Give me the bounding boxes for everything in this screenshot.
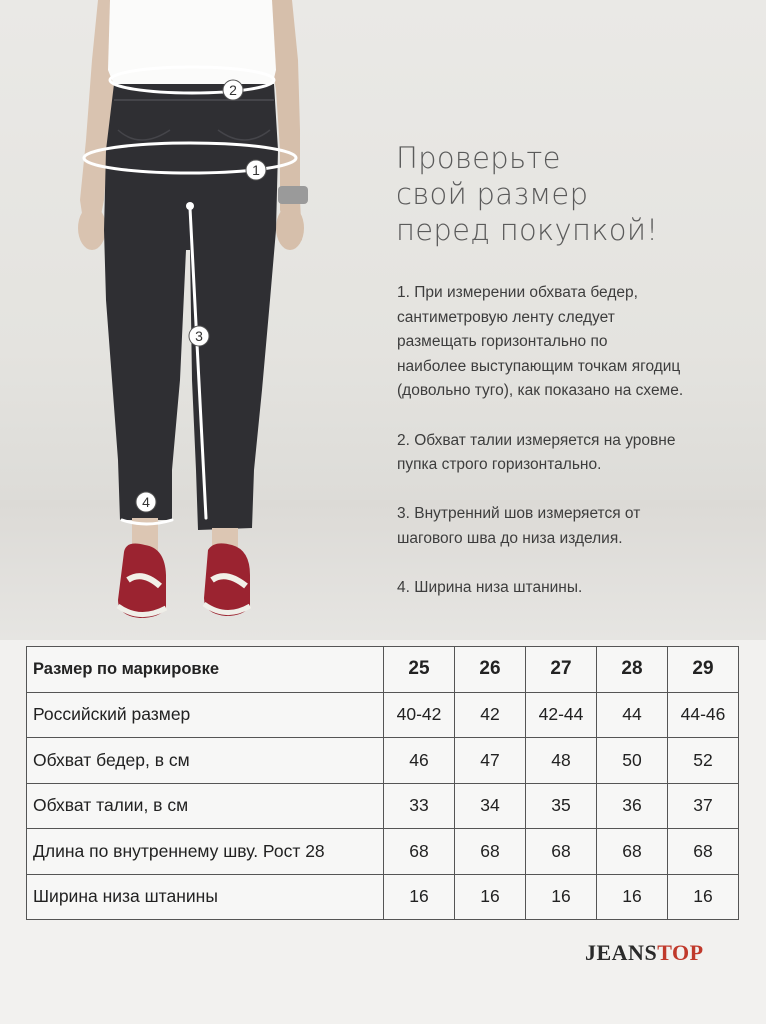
table-cell: 34 — [455, 783, 526, 829]
instruction-leg-opening — [397, 576, 747, 601]
instruction-waist — [397, 429, 747, 478]
heading-line-1: Проверьте — [396, 141, 561, 175]
white-top — [108, 0, 276, 95]
header-size-29: 29 — [668, 647, 739, 693]
row-label: Длина по внутреннему шву. Рост 28 — [27, 829, 384, 875]
table-cell: 35 — [526, 783, 597, 829]
table-cell: 68 — [526, 829, 597, 875]
table-cell: 42-44 — [526, 692, 597, 738]
row-label: Обхват бедер, в см — [27, 738, 384, 784]
wristwatch — [278, 186, 308, 204]
instruction-line: 1. При измерении обхвата бедер, — [397, 284, 638, 301]
table-cell: 68 — [668, 829, 739, 875]
page-heading — [396, 140, 756, 248]
table-cell: 68 — [597, 829, 668, 875]
table-row — [27, 874, 739, 920]
logo-jeans: JEANS — [585, 940, 658, 965]
table-row — [27, 738, 739, 784]
instruction-inseam — [397, 502, 747, 551]
instruction-line: наиболее выступающим точкам ягодиц — [397, 357, 681, 375]
table-cell: 16 — [526, 874, 597, 920]
jeans — [104, 84, 278, 530]
table-cell: 52 — [668, 738, 739, 784]
right-shoe — [204, 543, 250, 616]
svg-text:4: 4 — [142, 494, 150, 510]
instruction-line: пупка строго горизонтально. — [397, 456, 602, 474]
svg-text:3: 3 — [195, 328, 203, 344]
table-cell: 16 — [455, 874, 526, 920]
instruction-line: 3. Внутренний шов измеряется от — [397, 505, 641, 523]
svg-text:2: 2 — [229, 82, 237, 98]
heading-line-3: перед покупкой! — [396, 213, 659, 247]
header-size-26: 26 — [455, 647, 526, 693]
table-cell: 16 — [597, 874, 668, 920]
brand-logo — [585, 940, 704, 966]
left-hand — [78, 206, 106, 250]
table-cell: 33 — [384, 783, 455, 829]
table-cell: 46 — [384, 738, 455, 784]
table-cell: 44-46 — [668, 692, 739, 738]
instruction-line: (довольно туго), как показано на схеме. — [397, 382, 684, 400]
instruction-line: 2. Обхват талии измеряется на уровне — [397, 431, 676, 449]
row-label: Ширина низа штанины — [27, 874, 384, 920]
table-row — [27, 692, 739, 738]
inseam-start-dot — [186, 202, 194, 210]
instruction-line: сантиметровую ленту следует — [397, 308, 615, 326]
table-cell: 68 — [455, 829, 526, 875]
svg-text:1: 1 — [252, 162, 260, 178]
header-size-28: 28 — [597, 647, 668, 693]
table-cell: 16 — [384, 874, 455, 920]
table-cell: 42 — [455, 692, 526, 738]
table-cell: 68 — [384, 829, 455, 875]
badge-inseam — [189, 326, 209, 346]
logo-top: TOP — [657, 940, 704, 965]
right-hand — [276, 206, 304, 250]
header-label: Размер по маркировке — [27, 647, 384, 693]
size-chart-table — [26, 646, 739, 920]
measurement-instructions — [397, 281, 747, 625]
table-row — [27, 829, 739, 875]
table-cell: 40-42 — [384, 692, 455, 738]
row-label: Российский размер — [27, 692, 384, 738]
header-size-27: 27 — [526, 647, 597, 693]
row-label: Обхват талии, в см — [27, 783, 384, 829]
badge-waist — [223, 80, 243, 100]
instruction-line: размещать горизонтально по — [397, 333, 608, 351]
instruction-line: шагового шва до низа изделия. — [397, 529, 623, 547]
table-cell: 47 — [455, 738, 526, 784]
badge-leg-opening — [136, 492, 156, 512]
instruction-hips — [397, 281, 747, 404]
table-cell: 44 — [597, 692, 668, 738]
badge-hip — [246, 160, 266, 180]
table-row — [27, 783, 739, 829]
table-cell: 37 — [668, 783, 739, 829]
table-cell: 16 — [668, 874, 739, 920]
header-size-25: 25 — [384, 647, 455, 693]
table-header-row — [27, 647, 739, 693]
left-shoe — [118, 544, 166, 618]
table-cell: 48 — [526, 738, 597, 784]
instruction-line: 4. Ширина низа штанины. — [397, 579, 583, 597]
table-cell: 50 — [597, 738, 668, 784]
table-cell: 36 — [597, 783, 668, 829]
heading-line-2: свой размер — [396, 177, 589, 211]
